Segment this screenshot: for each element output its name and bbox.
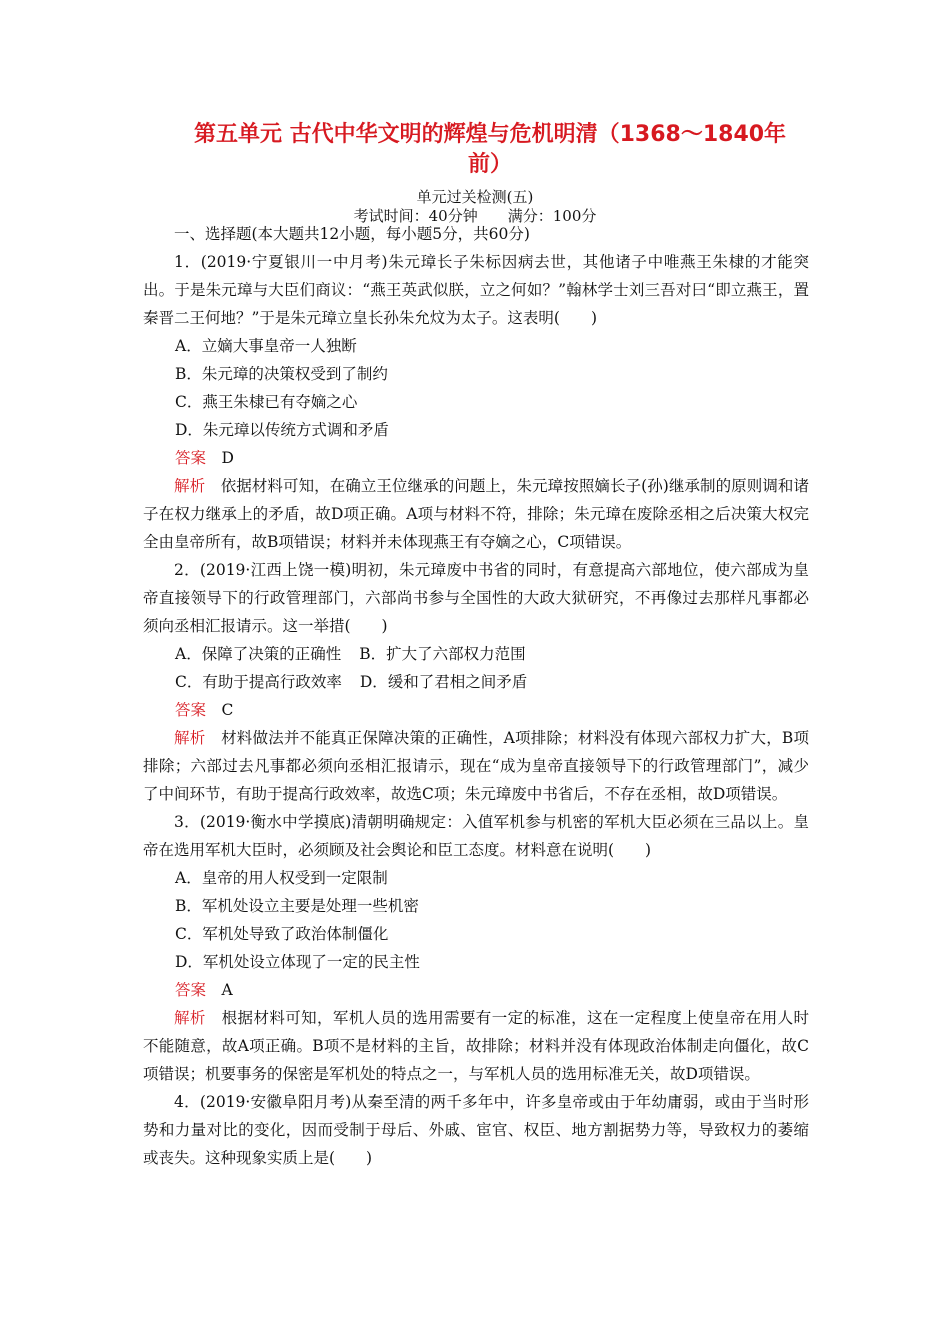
answer-option: D．军机处设立体现了一定的民主性 (175, 953, 420, 971)
question-stem: 3．(2019·衡水中学摸底)清朝明确规定：入值军机参与机密的军机大臣必须在三品以上。皇帝在选用军机大臣时，必须顾及社会舆论和臣工态度。材料意在说明( ) (143, 813, 809, 859)
analysis-paragraph (143, 472, 809, 556)
answer-option: C．军机处导致了政治体制僵化 (175, 925, 389, 943)
answer-option: B．军机处设立主要是处理一些机密 (175, 897, 419, 915)
analysis-text: 根据材料可知，军机人员的选用需要有一定的标准，这在一定程度上使皇帝在用人时不能随意，故A项正确。B项不是材料的主旨，故排除；材料并没有体现政治体制走向僵化，故C项错误；机要事务的保密是军机处的特点之一，与军机人员的选用标准无关，故D项错误。 (143, 1009, 809, 1083)
page-subtitle: 单元过关检测(五) (416, 188, 534, 206)
analysis-paragraph (143, 1004, 809, 1088)
analysis-label: 解析 (174, 477, 206, 495)
question-stem: 4．(2019·安徽阜阳月考)从秦至清的两千多年中，许多皇帝或由于年幼庸弱，或由于当时形势和力量对比的变化，因而受制于母后、外戚、宦官、权臣、地方割据势力等，导致权力的萎缩或丧失。这种现象实质上是( ) (143, 1093, 809, 1167)
answer-option: D．缓和了君相之间矛盾 (359, 673, 528, 691)
answer-label: 答案 (175, 981, 207, 999)
answer-option: B．扩大了六部权力范围 (359, 645, 526, 663)
answer-option-row (143, 668, 809, 696)
exam-info: 考试时间：40分钟 满分：100分 (353, 207, 597, 225)
answer-label: 答案 (175, 701, 207, 719)
section-heading: 一、选择题(本大题共12小题，每小题5分，共60分) (174, 225, 530, 243)
answer-line (143, 444, 809, 472)
answer-option-row (143, 640, 809, 668)
answer-label: 答案 (175, 449, 207, 467)
answer-option: A．保障了决策的正确性 (175, 645, 342, 663)
answer-option: D．朱元璋以传统方式调和矛盾 (175, 421, 389, 439)
analysis-paragraph (143, 724, 809, 808)
answer-value: D (221, 449, 234, 467)
answer-line (143, 696, 809, 724)
answer-option: A．皇帝的用人权受到一定限制 (175, 869, 388, 887)
analysis-label: 解析 (174, 729, 206, 747)
answer-option: C．有助于提高行政效率 (175, 673, 342, 691)
answer-value: C (221, 701, 234, 719)
page-title: 第五单元 古代中华文明的辉煌与危机明清（1368～1840年前） (193, 122, 787, 177)
answer-line (143, 976, 809, 1004)
question-stem: 1．(2019·宁夏银川一中月考)朱元璋长子朱标因病去世，其他诸子中唯燕王朱棣的才能突出。于是朱元璋与大臣们商议：“燕王英武似朕，立之何如？”翰林学士刘三吾对曰“即立燕王，置秦晋二王何地？”于是朱元璋立皇长孙朱允炆为太子。这表明( ) (143, 253, 809, 327)
analysis-label: 解析 (174, 1009, 206, 1027)
document-body (143, 220, 809, 1172)
question-stem: 2．(2019·江西上饶一模)明初，朱元璋废中书省的同时，有意提高六部地位，使六部成为皇帝直接领导下的行政管理部门，六部尚书参与全国性的大政大狱研究，不再像过去那样凡事都必须向丞相汇报请示。这一举措( ) (143, 561, 809, 635)
answer-value: A (221, 981, 233, 999)
answer-option: C．燕王朱棣已有夺嫡之心 (175, 393, 358, 411)
analysis-text: 材料做法并不能真正保障决策的正确性，A项排除；材料没有体现六部权力扩大，B项排除；六部过去凡事都必须向丞相汇报请示，现在“成为皇帝直接领导下的行政管理部门”，减少了中间环节，有助于提高行政效率，故选C项；朱元璋废中书省后，不存在丞相，故D项错误。 (143, 729, 809, 803)
answer-option: A．立嫡大事皇帝一人独断 (175, 337, 357, 355)
analysis-text: 依据材料可知，在确立王位继承的问题上，朱元璋按照嫡长子(孙)继承制的原则调和诸子在权力继承上的矛盾，故D项正确。A项与材料不符，排除；朱元璋在废除丞相之后决策大权完全由皇帝所有，故B项错误；材料并未体现燕王有夺嫡之心，C项错误。 (143, 477, 809, 551)
answer-option: B．朱元璋的决策权受到了制约 (175, 365, 388, 383)
